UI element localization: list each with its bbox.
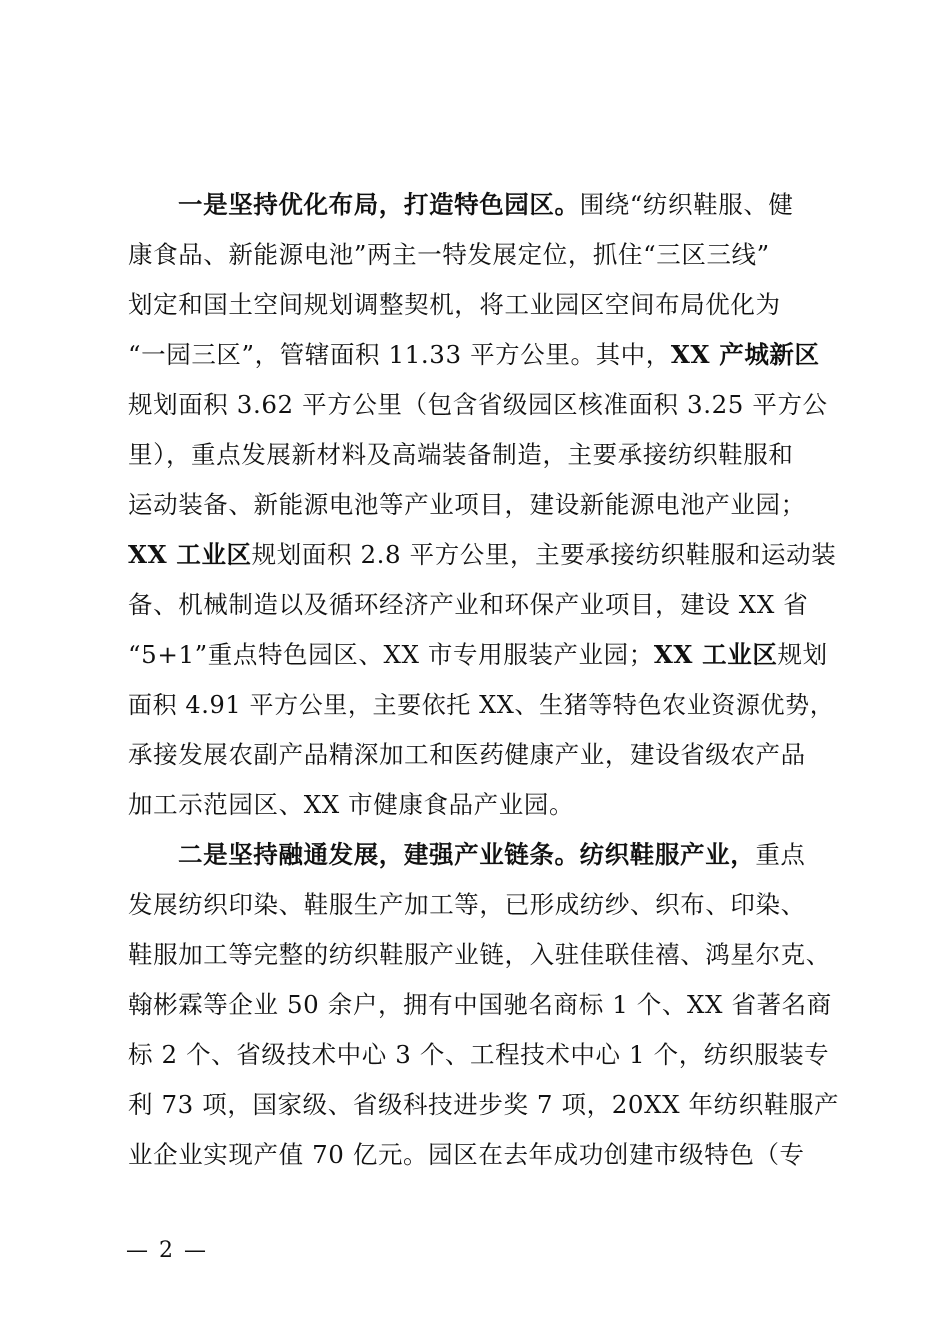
document-body (128, 180, 840, 1180)
bold-text-segment: XX 产城新区 (670, 340, 820, 369)
text-segment: 规划面积 2.8 平方公里，主要承接纺织鞋服和运动装 (251, 540, 837, 569)
text-line (128, 880, 840, 930)
text-segment: 标 2 个、省级技术中心 3 个、工程技术中心 1 个，纺织服装专 (128, 1040, 830, 1069)
text-segment: 备、机械制造以及循环经济产业和环保产业项目，建设 XX 省 (128, 590, 809, 619)
text-segment: 加工示范园区、XX 市健康食品产业园。 (128, 790, 575, 819)
text-line (128, 830, 840, 880)
text-segment: 发展纺织印染、鞋服生产加工等，已形成纺纱、织布、印染、 (128, 890, 806, 919)
text-line (128, 430, 840, 480)
text-segment: 康食品、新能源电池”两主一特发展定位，抓住“三区三线” (128, 240, 770, 269)
text-line (128, 1130, 840, 1180)
text-line (128, 1030, 840, 1080)
text-segment: 面积 4.91 平方公里，主要依托 XX、生猪等特色农业资源优势， (128, 691, 835, 719)
text-line (128, 580, 840, 630)
bold-text-segment: XX 工业区 (653, 640, 778, 669)
text-segment: “一园三区”，管辖面积 11.33 平方公里。其中， (128, 340, 671, 369)
text-line (128, 230, 840, 280)
bold-text-segment: 二是坚持融通发展，建强产业链条。纺织鞋服产业， (178, 840, 756, 869)
text-line (128, 1080, 840, 1130)
text-segment: 利 73 项，国家级、省级科技进步奖 7 项，20XX 年纺织鞋服产 (128, 1090, 840, 1119)
bold-text-segment: 一是坚持优化布局，打造特色园区。 (178, 190, 580, 219)
text-segment: 翰彬霖等企业 50 余户，拥有中国驰名商标 1 个、XX 省著名商 (128, 990, 832, 1019)
text-line (128, 480, 840, 530)
text-segment: 重点 (755, 840, 806, 869)
text-line (128, 680, 840, 730)
text-line (128, 180, 840, 230)
text-segment: 业企业实现产值 70 亿元。园区在去年成功创建市级特色（专 (128, 1140, 805, 1169)
text-line (128, 730, 840, 780)
text-line (128, 930, 840, 980)
text-segment: 运动装备、新能源电池等产业项目，建设新能源电池产业园； (128, 490, 806, 519)
text-line (128, 980, 840, 1030)
text-line (128, 630, 840, 680)
text-line (128, 380, 840, 430)
text-segment: “5+1”重点特色园区、XX 市专用服装产业园； (128, 640, 654, 669)
text-line (128, 530, 840, 580)
text-segment: 承接发展农副产品精深加工和医药健康产业，建设省级农产品 (128, 740, 806, 769)
page-number: — 2 — (126, 1238, 208, 1263)
text-segment: 划定和国土空间规划调整契机，将工业园区空间布局优化为 (128, 290, 781, 319)
text-line (128, 330, 840, 380)
text-line (128, 280, 840, 330)
text-segment: 规划 (777, 640, 828, 669)
text-segment: 规划面积 3.62 平方公里（包含省级园区核准面积 3.25 平方公 (128, 390, 828, 419)
text-segment: 里），重点发展新材料及高端装备制造，主要承接纺织鞋服和 (128, 440, 794, 469)
bold-text-segment: XX 工业区 (128, 540, 252, 569)
text-line (128, 780, 840, 830)
text-segment: 围绕“纺织鞋服、健 (579, 190, 794, 219)
text-segment: 鞋服加工等完整的纺织鞋服产业链，入驻佳联佳禧、鸿星尔克、 (128, 940, 831, 969)
